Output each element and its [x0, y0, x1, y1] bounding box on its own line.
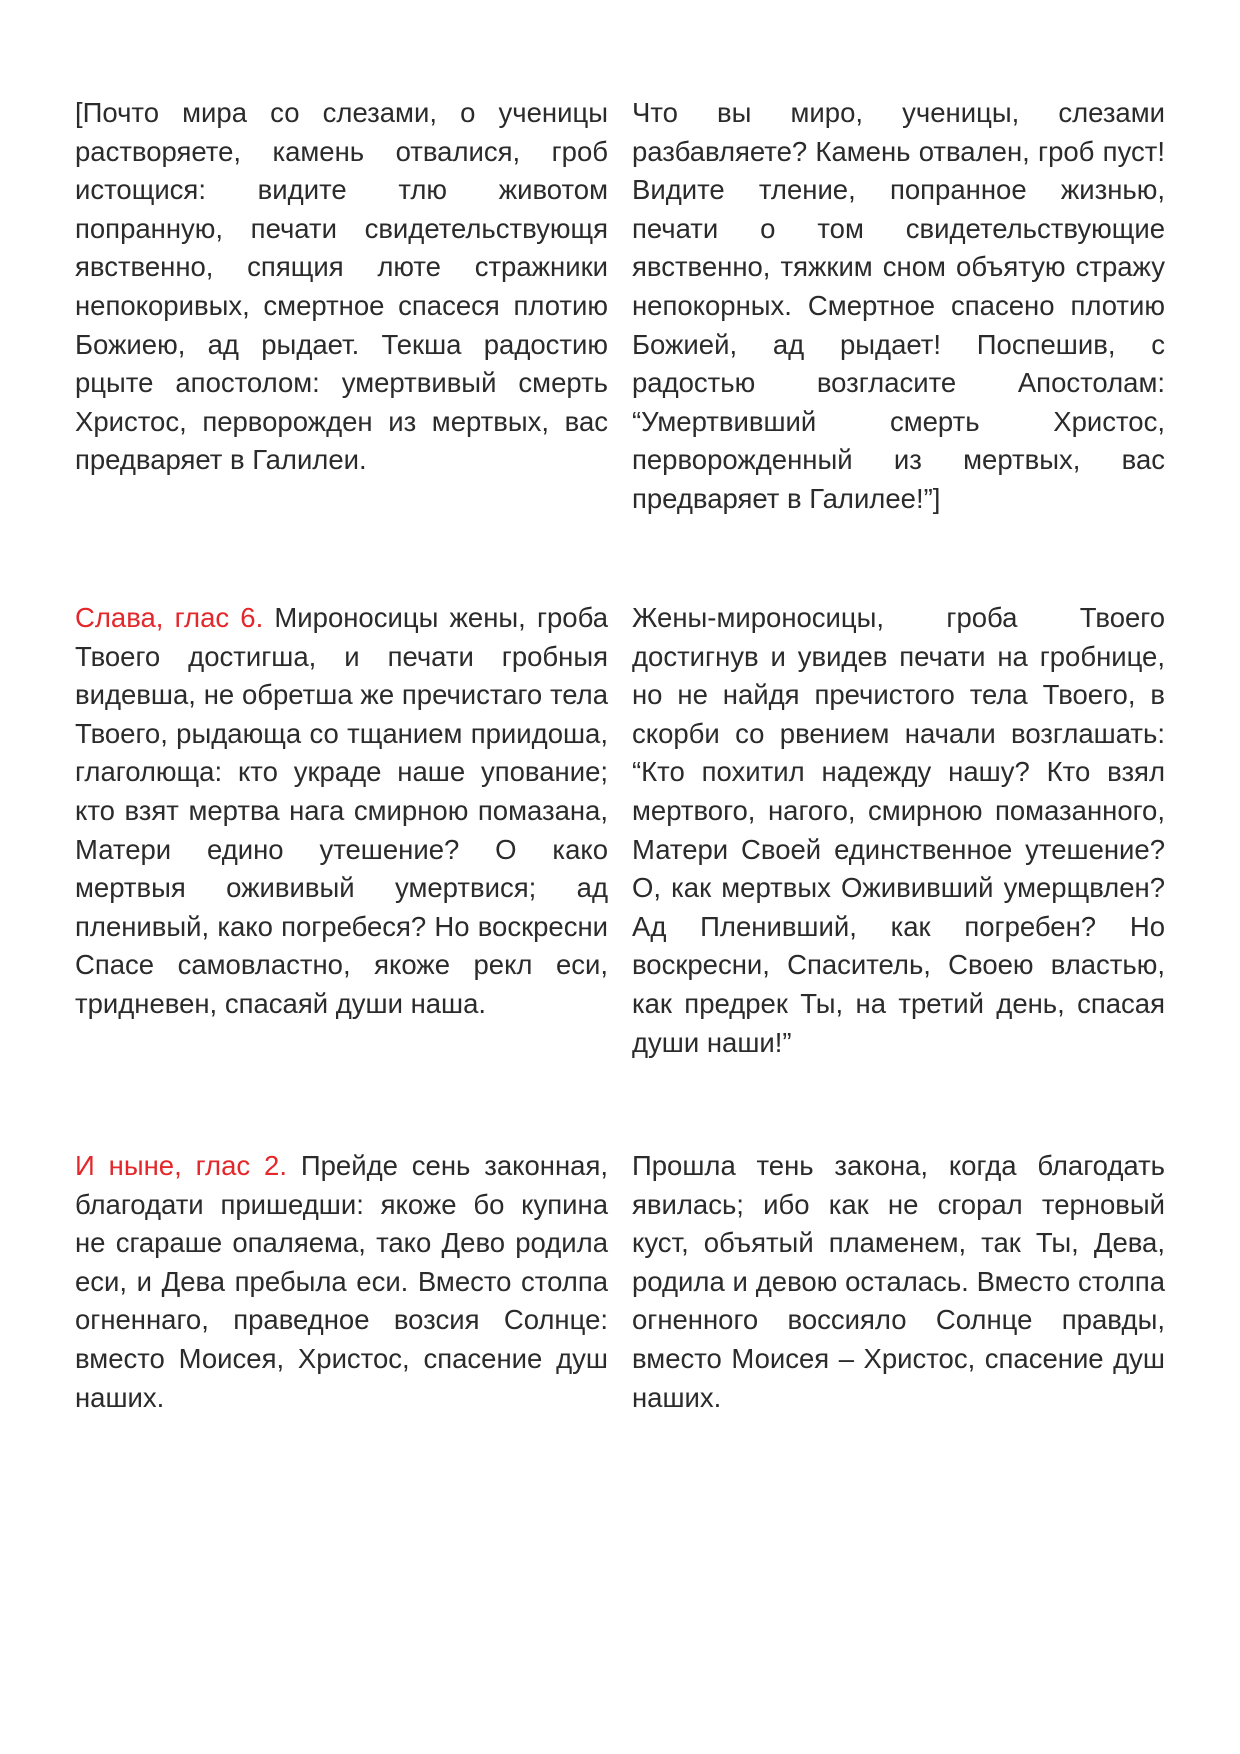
- stanza-row-3: [75, 1147, 1165, 1417]
- russian-text: Жены-мироносицы, гроба Твоего достигнув и увидев печати на гробнице, но не найдя пречистого тела Твоего, в скорби со рвением начали возглашать: “Кто похитил надежду нашу? Кто взял мертвого, нагого, смирною помазанного, Матери Своей единственное утешение? О, как мертвых Ожививший умерщвлен? Ад Пленивший, как погребен? Но воскресни, Спаситель, Своею властью, как предрек Ты, на третий день, спасая души наши!”: [632, 602, 1165, 1058]
- russian-translation-column: [632, 599, 1165, 1062]
- slavonic-text: [Почто мира со слезами, о ученицы растворяете, камень отвалися, гроб истощися: видите тлю животом попранную, печати свидетельствующя явственно, спящия люте стражники непокоривых, смертное спасеся плотию Божиею, ад рыдает. Текша радостию рцыте апостолом: умертвивый смерть Христос, перворожден из мертвых, вас предваряет в Галилеи.: [75, 97, 608, 476]
- russian-text: Прошла тень закона, когда благодать явилась; ибо как не сгорал терновый куст, объятый пламенем, так Ты, Дева, родила и девою осталась. Вместо столпа огненного воссияло Солнце правды, вместо Моисея – Христос, спасение душ наших.: [632, 1150, 1165, 1413]
- rubric-heading: И ныне, глас 2.: [75, 1150, 287, 1181]
- slavonic-text: Прейде сень законная, благодати пришедши: якоже бо купина не сгараше опаляема, тако Дево родила еси, и Дева пребыла еси. Вместо столпа огненнаго, праведное возсия Солнце: вместо Моисея, Христос, спасение душ наших.: [75, 1150, 608, 1413]
- stanza-row-2: [75, 599, 1165, 1062]
- russian-text: Что вы миро, ученицы, слезами разбавляете? Камень отвален, гроб пуст! Видите тление, попранное жизнью, печати о том свидетельствующие явственно, тяжким сном объятую стражу непокорных. Смертное спасено плотию Божией, ад рыдает! Поспешив, с радостью возгласите Апостолам: “Умертвивший смерть Христос, перворожденный из мертвых, вас предваряет в Галилее!”]: [632, 97, 1165, 514]
- russian-translation-column: [632, 1147, 1165, 1417]
- slavonic-text-column: [75, 94, 608, 519]
- slavonic-text: Мироносицы жены, гроба Твоего достигша, и печати гробныя видевша, не обретша же пречистаго тела Твоего, рыдающа со тщанием приидоша, глаголюща: кто украде наше упование; кто взят мертва нага смирною помазана, Матери едино утешение? О како мертвыя ожививый умертвися; ад пленивый, како погребеся? Но воскресни Спасе самовластно, якоже рекл еси, тридневен, спасаяй души наша.: [75, 602, 608, 1019]
- slavonic-text-column: [75, 599, 608, 1062]
- russian-translation-column: [632, 94, 1165, 519]
- stanza-row-1: [75, 94, 1165, 519]
- rubric-heading: Слава, глас 6.: [75, 602, 264, 633]
- slavonic-text-column: [75, 1147, 608, 1417]
